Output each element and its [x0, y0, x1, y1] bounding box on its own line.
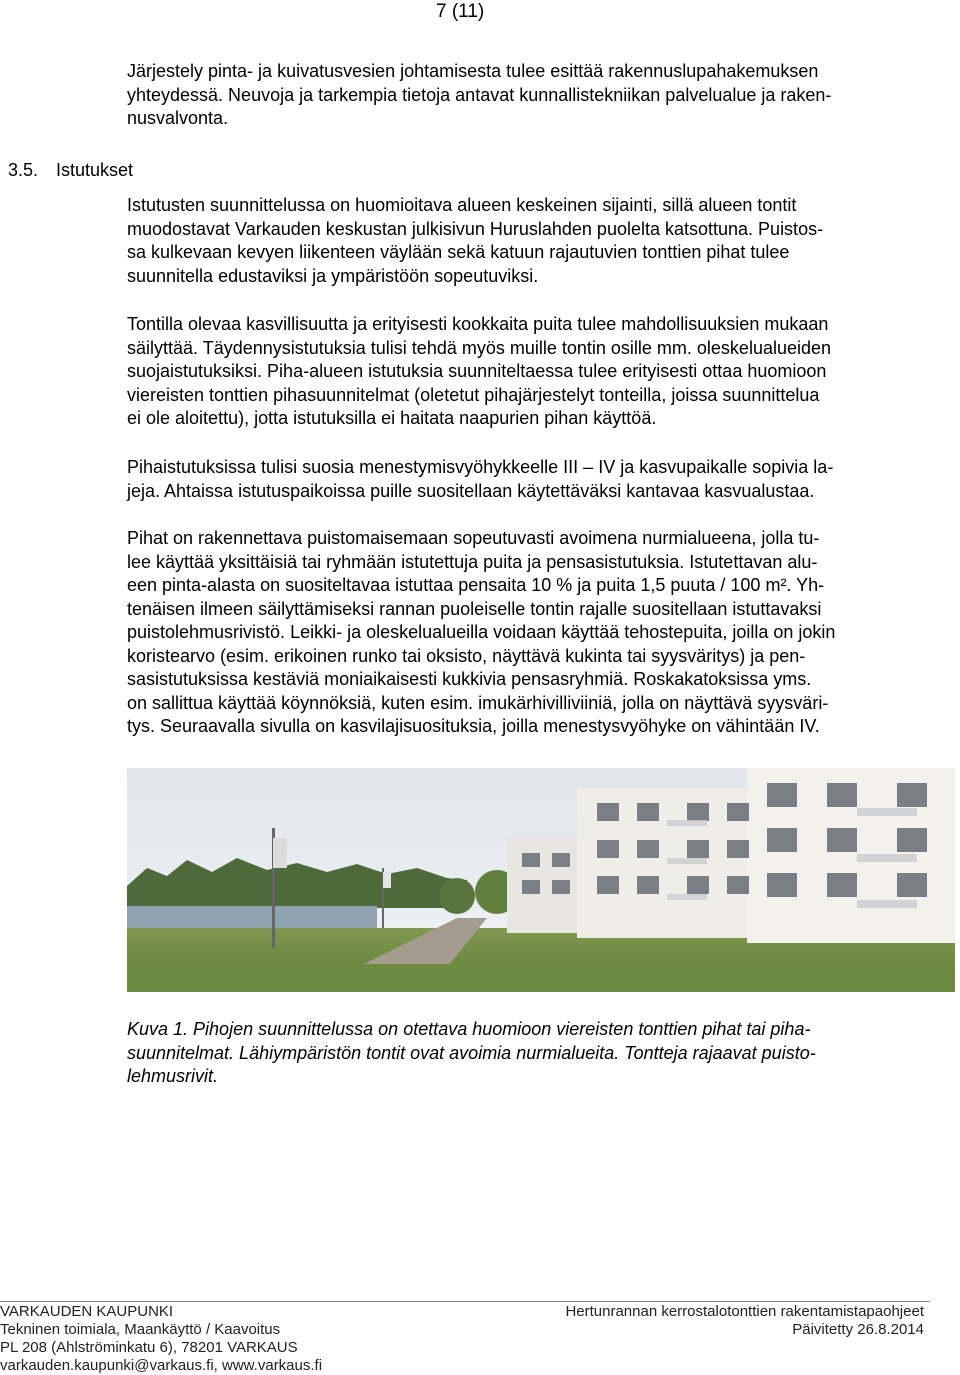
text-line: sasistutuksissa kestäviä moniaikaisesti kukkivia pensasryhmiä. Roskakatoksissa yms.: [127, 669, 812, 689]
text-line: Pihat on rakennettava puistomaisemaan sopeutuvasti avoimena nurmialueena, jolla tu-: [127, 528, 820, 548]
section-number: 3.5.: [8, 160, 39, 180]
footer-document-info: [565, 1303, 924, 1339]
text-line: suunnitella edustaviksi ja ympäristöön sopeutuviksi.: [127, 265, 539, 286]
section-title: Istutukset: [56, 160, 134, 180]
paragraph-4: [127, 527, 957, 739]
footer-divider: [0, 1301, 930, 1302]
text-line: jeja. Ahtaissa istutuspaikoissa puille suositellaan käytettäväksi kantavaa kasvualustaa.: [127, 480, 815, 501]
text-line: sa kulkevaan kevyen liikenteen väylään sekä katuun rajautuvien tonttien pihat tulee: [127, 242, 790, 262]
text-line: tenäisen ilmeen säilyttämiseksi rannan puoleiselle tontin rajalle suositellaan istuttavaksi: [127, 598, 822, 619]
footer-line: Tekninen toimiala, Maankäyttö / Kaavoitus: [0, 1321, 281, 1338]
caption-line: lehmusrivit.: [127, 1066, 219, 1086]
footer-updated-date: Päivitetty 26.8.2014: [792, 1321, 924, 1338]
text-line: koristearvo (esim. erikoinen runko tai oksisto, näyttävä kukinta tai syysväritys) ja pen-: [127, 645, 806, 666]
paragraph-3: [127, 456, 957, 503]
text-line: muodostavat Varkauden keskustan julkisivun Huruslahden puolelta katsottuna. Puistos-: [127, 218, 824, 239]
figure-caption: [127, 1018, 816, 1089]
text-line: säilyttää. Täydennysistutuksia tulisi tehdä myös muille tontin osille mm. oleskelualueiden: [127, 337, 832, 358]
text-line: tys. Seuraavalla sivulla on kasvilajisuosituksia, joilla menestysvyöhyke on vähintään IV.: [127, 716, 820, 736]
text-line: ei ole aloitettu), jotta istutuksilla ei haitata naapurien pihan käyttöä.: [127, 408, 657, 428]
page-number: 7 (11): [436, 1, 485, 22]
text-line: on sallittua käyttää köynnöksiä, kuten esim. imukärhivilliviiniä, jolla on näyttävä syysväri-: [127, 692, 829, 713]
footer-line: PL 208 (Ahlströminkatu 6), 78201 VARKAUS: [0, 1339, 298, 1356]
text-line: Järjestely pinta- ja kuivatusvesien johtamisesta tulee esittää rakennuslupahakemuksen: [127, 61, 819, 81]
caption-line: Kuva 1. Pihojen suunnittelussa on otettava huomioon viereisten tonttien pihat tai piha-: [127, 1019, 811, 1039]
text-line: Tontilla olevaa kasvillisuutta ja erityisesti kookkaita puita tulee mahdollisuuksien mukaan: [127, 314, 829, 334]
intro-paragraph: [127, 60, 957, 131]
apartment-buildings-photo: [127, 768, 955, 992]
text-line: yhteydessä. Neuvoja ja tarkempia tietoja antavat kunnallistekniikan palvelualue ja raken-: [127, 84, 832, 105]
text-line: puistolehmusrivistö. Leikki- ja oleskelualueilla voidaan käyttää tehostepuita, joilla on jokin: [127, 622, 836, 642]
text-line: suojaistutuksiksi. Piha-alueen istutuksia suunniteltaessa tulee erityisesti ottaa huomioon: [127, 361, 827, 381]
footer-line: VARKAUDEN KAUPUNKI: [0, 1303, 174, 1320]
text-line: viereisten tonttien pihasuunnitelmat (oletetut pihajärjestelyt tonteilla, joissa suunnittelua: [127, 384, 820, 405]
footer-document-title: Hertunrannan kerrostalotonttien rakentamistapaohjeet: [565, 1303, 924, 1320]
paragraph-2: [127, 313, 957, 431]
text-line: Istutusten suunnittelussa on huomioitava alueen keskeinen sijainti, sillä alueen tontit: [127, 195, 797, 215]
footer-contact-links[interactable]: varkauden.kaupunki@varkaus.fi, www.varkaus.fi: [0, 1357, 323, 1374]
text-line: Pihaistutuksissa tulisi suosia menestymisvyöhykkeelle III – IV ja kasvupaikalle sopivia la-: [127, 457, 834, 477]
text-line: nusvalvonta.: [127, 108, 229, 128]
paragraph-1: [127, 194, 957, 288]
text-line: lee käyttää yksittäisiä tai ryhmään istutettuja puita ja pensasistutuksia. Istutettavan alu-: [127, 551, 818, 572]
text-line: een pinta-alasta on suositeltavaa istuttaa pensaita 10 % ja puita 1,5 puuta / 100 m². Yh-: [127, 575, 825, 595]
caption-line: suunnitelmat. Lähiympäristön tontit ovat avoimia nurmialueita. Tontteja rajaavat puisto-: [127, 1042, 816, 1063]
footer-organization: [0, 1303, 322, 1375]
